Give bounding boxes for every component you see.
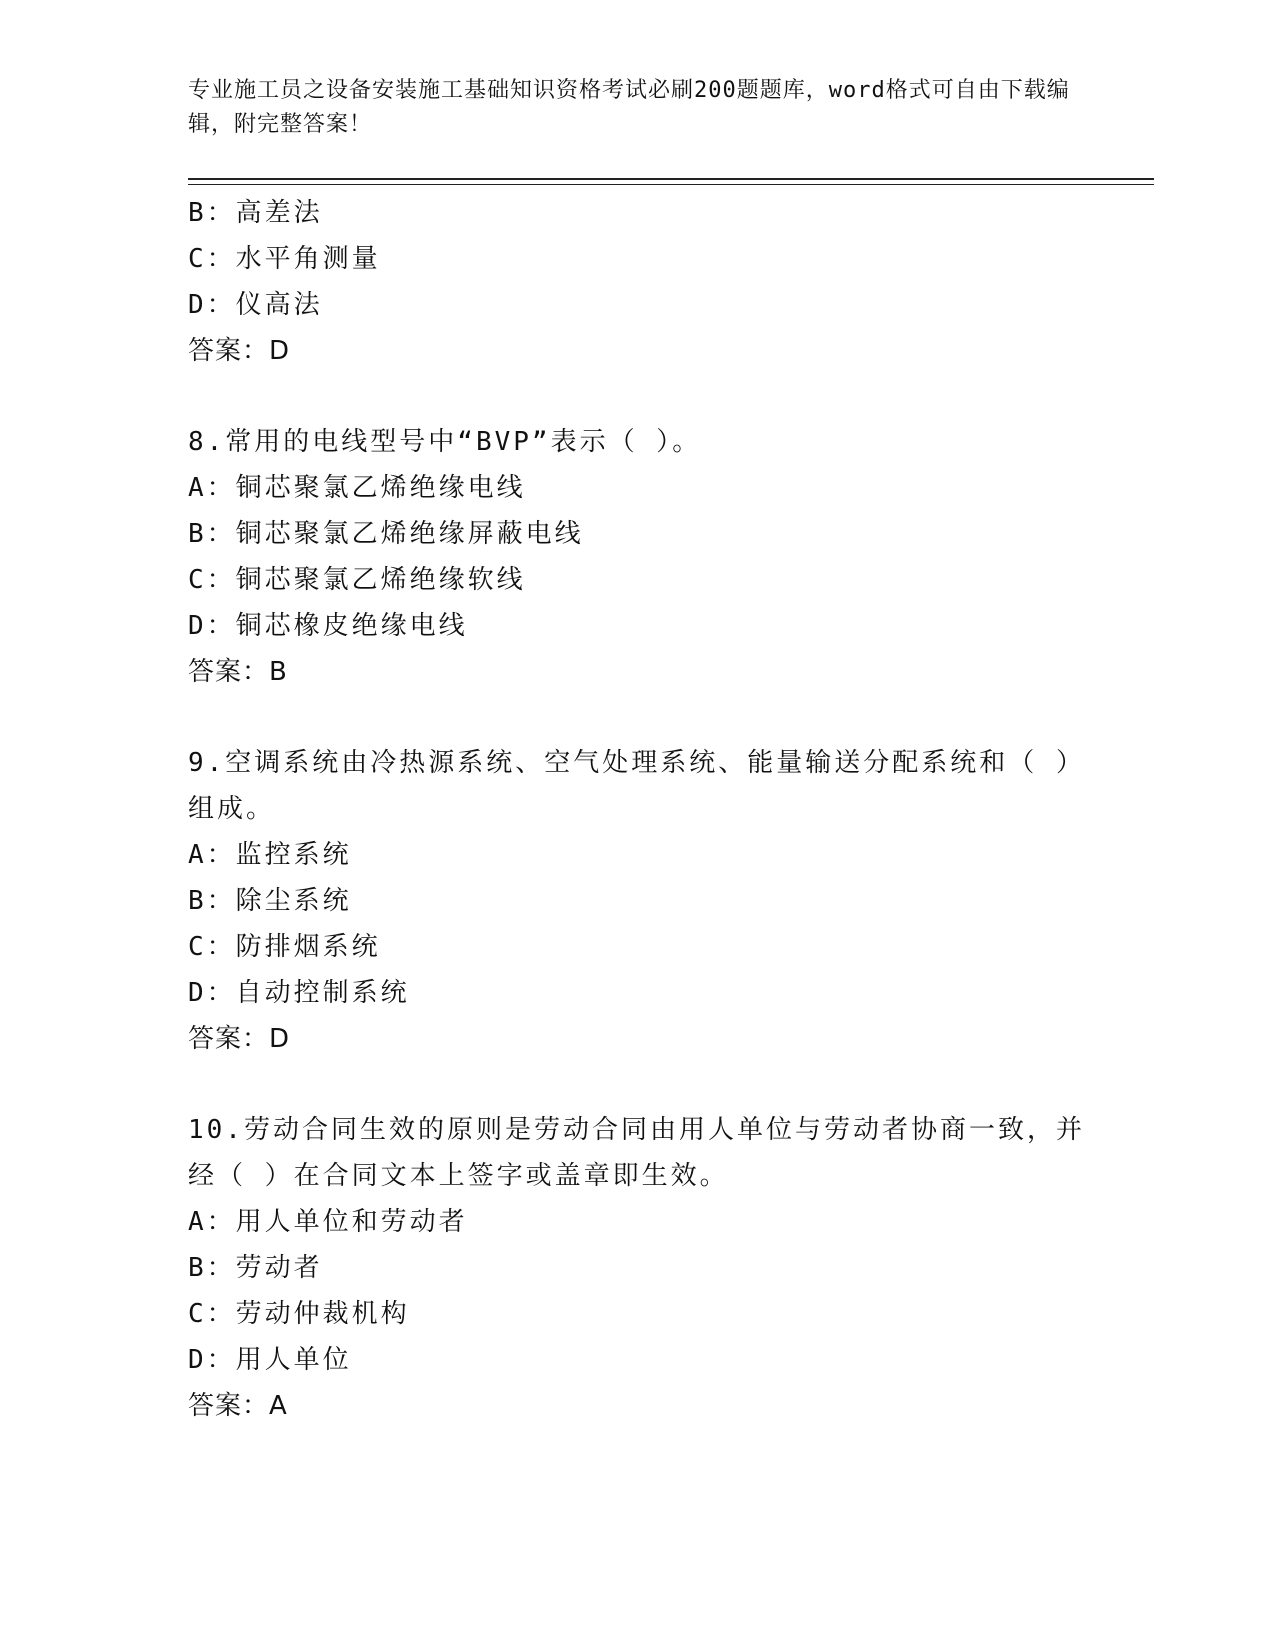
option-d: D：用人单位 [188,1345,352,1375]
option-a: A：监控系统 [188,840,352,870]
question-9 [188,740,1088,1062]
question-7-partial [188,190,1088,374]
option-b: B：高差法 [188,198,323,228]
option-b: B：铜芯聚氯乙烯绝缘屏蔽电线 [188,519,584,549]
header-divider-thick [188,178,1154,180]
answer-line: 答案：D [188,1024,291,1054]
question-stem: 9.空调系统由冷热源系统、空气处理系统、能量输送分配系统和（ ）组成。 [188,748,1085,824]
question-10 [188,1107,1088,1429]
option-b: B：劳动者 [188,1253,323,1283]
option-c: C：防排烟系统 [188,932,381,962]
option-c: C：水平角测量 [188,244,381,274]
answer-line: 答案：A [188,1391,288,1421]
option-d: D：仪高法 [188,290,323,320]
option-c: C：铜芯聚氯乙烯绝缘软线 [188,565,526,595]
option-d: D：铜芯橡皮绝缘电线 [188,611,468,641]
option-a: A：铜芯聚氯乙烯绝缘电线 [188,473,526,503]
question-8 [188,419,1088,695]
document-header: 专业施工员之设备安装施工基础知识资格考试必刷200题题库，word格式可自由下载编辑，附完整答案！ [188,78,1070,137]
question-list [188,190,1088,1429]
question-stem: 10.劳动合同生效的原则是劳动合同由用人单位与劳动者协商一致，并经（ ）在合同文本上签字或盖章即生效。 [188,1115,1085,1191]
option-c: C：劳动仲裁机构 [188,1299,410,1329]
option-a: A：用人单位和劳动者 [188,1207,468,1237]
header-divider-thin [188,184,1154,185]
question-stem: 8.常用的电线型号中“BVP”表示（ ）。 [188,427,702,457]
answer-line: 答案：B [188,657,288,687]
option-d: D：自动控制系统 [188,978,410,1008]
option-b: B：除尘系统 [188,886,352,916]
answer-line: 答案：D [188,336,291,366]
